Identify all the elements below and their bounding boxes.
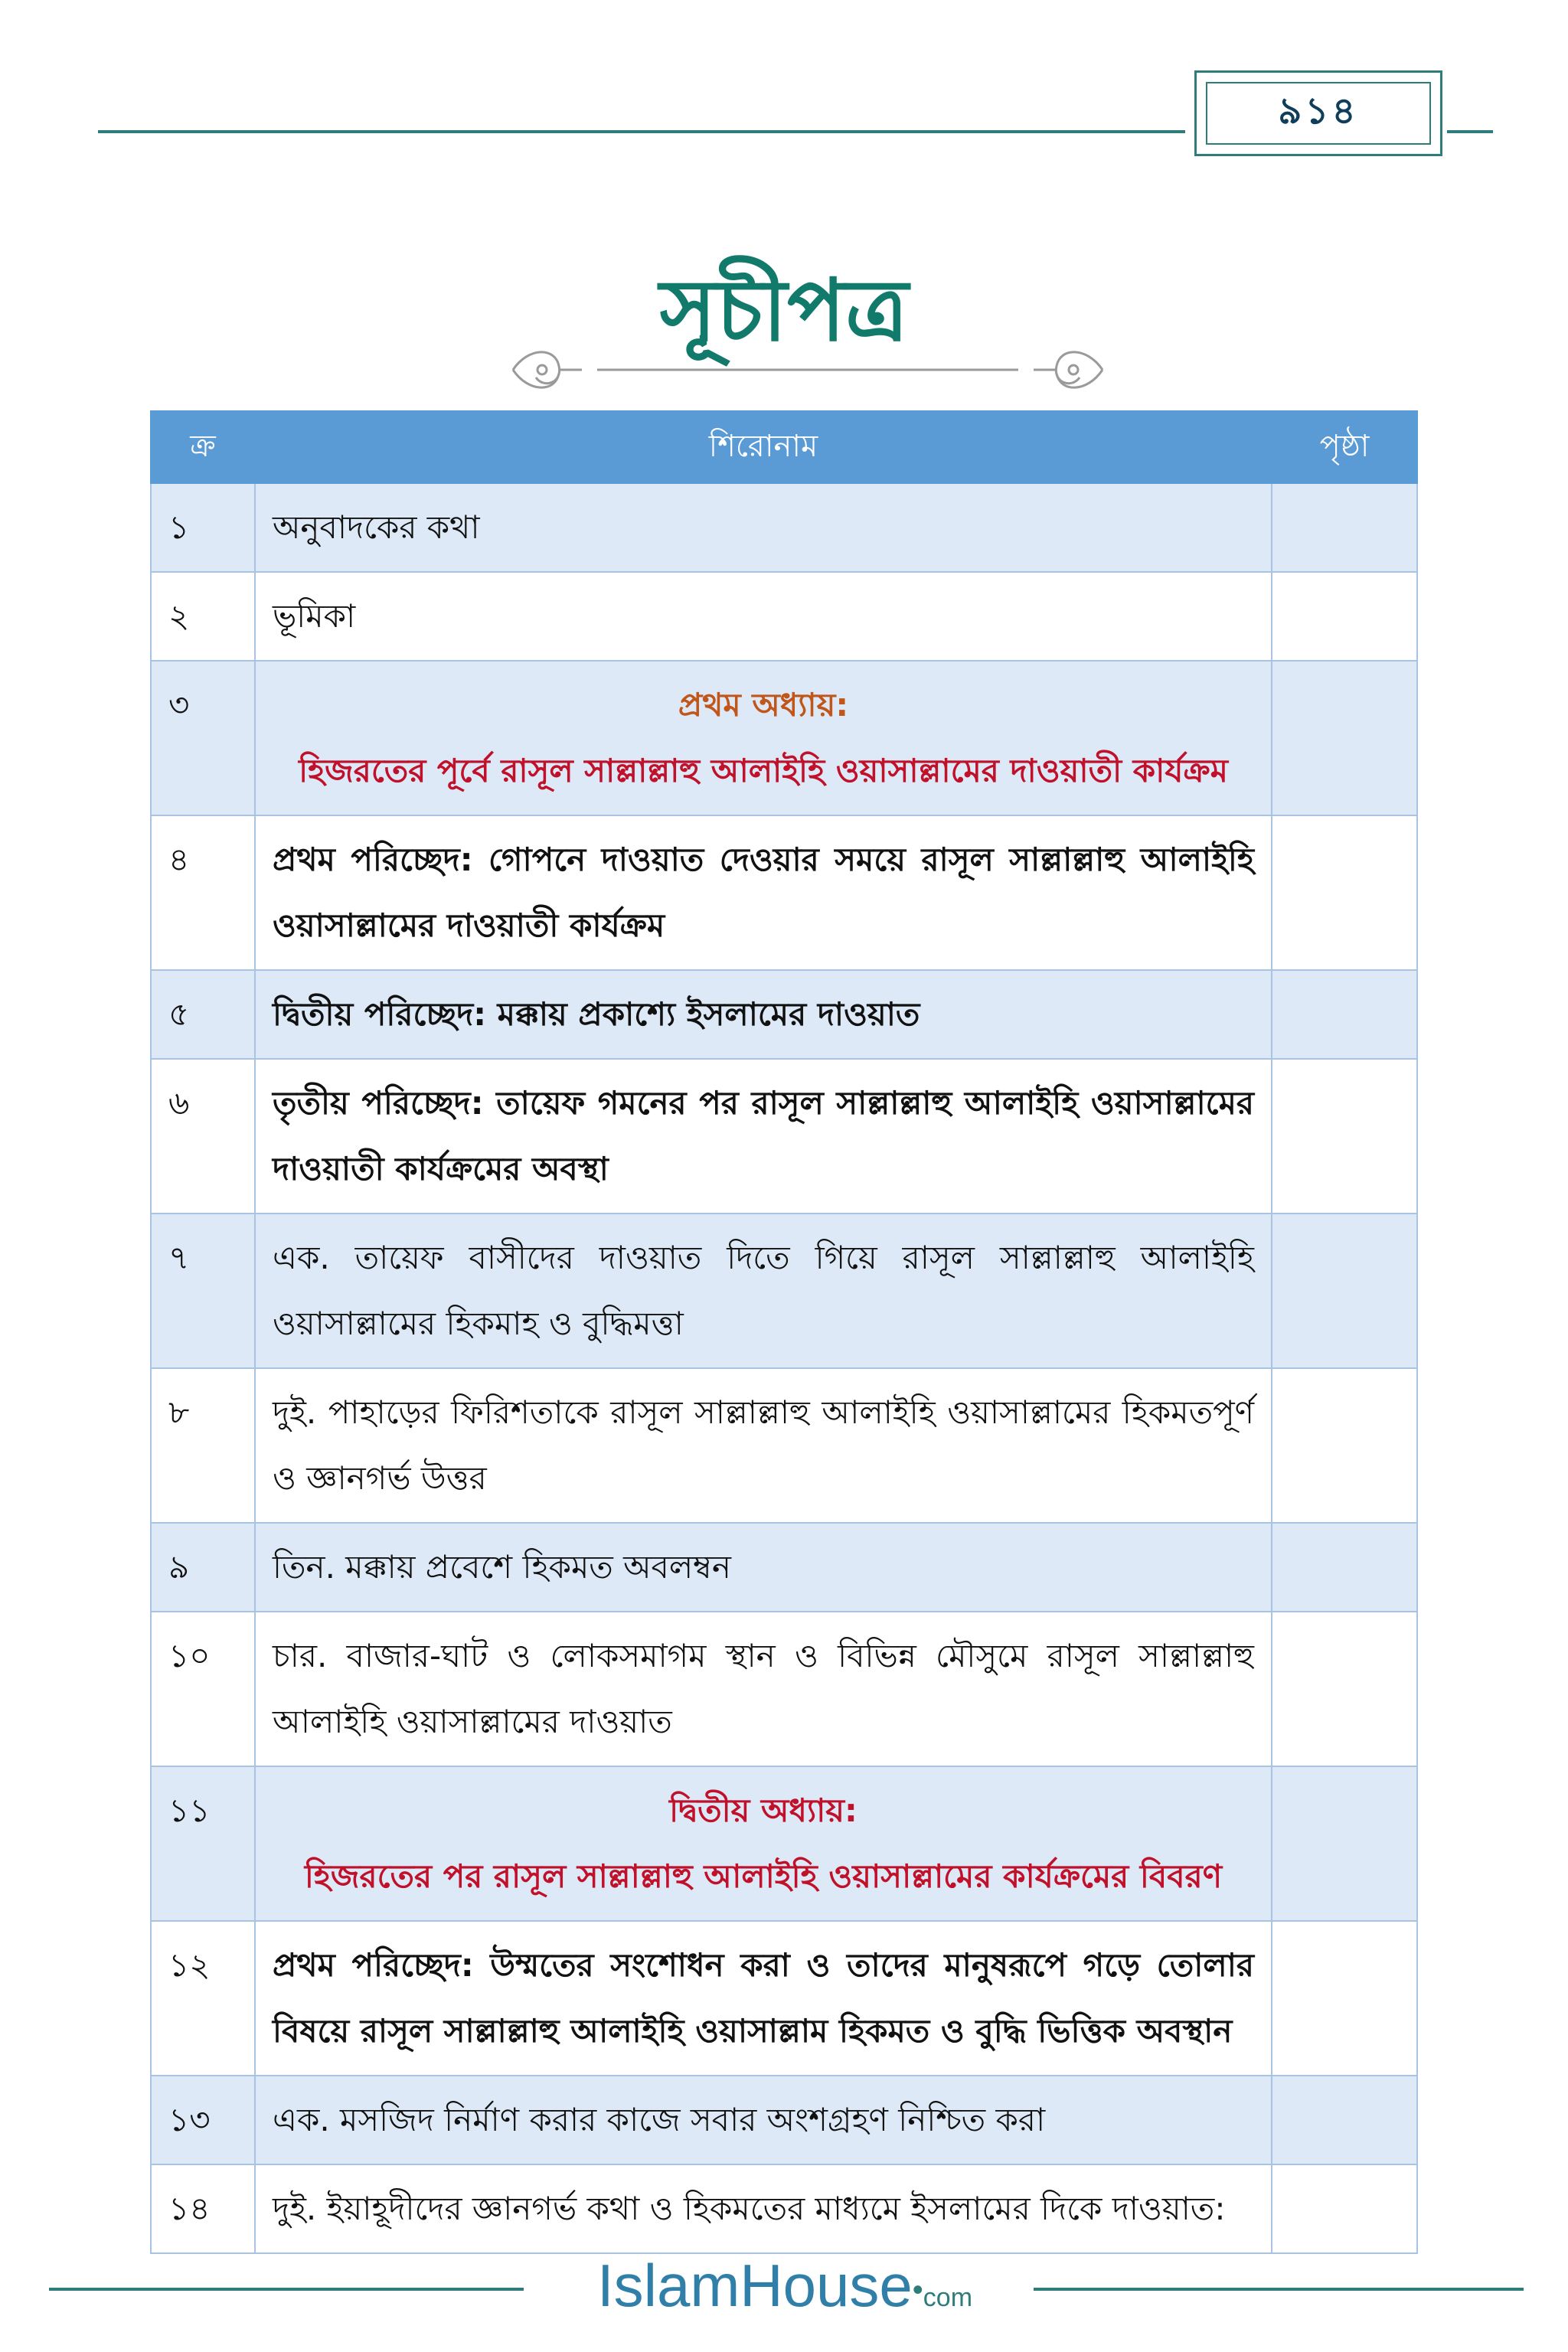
- table-row: [151, 1921, 1417, 2076]
- row-title: এক. তায়েফ বাসীদের দাওয়াত দিতে গিয়ে রাসূল সাল্লাল্লাহু আলাইহি ওয়াসাল্লামের হিকমাহ ও বুদ্ধিমত্তা: [255, 1214, 1272, 1368]
- row-page: [1272, 1523, 1417, 1612]
- chapter-heading: প্রথম অধ্যায়:: [678, 686, 849, 724]
- row-page: [1272, 572, 1417, 661]
- row-title: দুই. পাহাড়ের ফিরিশতাকে রাসূল সাল্লাল্লাহু আলাইহি ওয়াসাল্লামের হিকমতপূর্ণ ও জ্ঞানগর্ভ উত্তর: [255, 1368, 1272, 1523]
- row-page: [1272, 483, 1417, 572]
- brand-name: IslamHouse: [596, 2252, 913, 2319]
- header-rule: [98, 130, 1185, 133]
- page-number-box: [1194, 70, 1442, 156]
- row-number: ২: [151, 572, 255, 661]
- col-header-page: পৃষ্ঠা: [1272, 411, 1417, 483]
- row-page: [1272, 1921, 1417, 2076]
- row-page: [1272, 1368, 1417, 1523]
- table-row: [151, 1612, 1417, 1766]
- row-number: ৫: [151, 970, 255, 1059]
- row-page: [1272, 2076, 1417, 2164]
- row-number: ১: [151, 483, 255, 572]
- row-number: ১২: [151, 1921, 255, 2076]
- contents-table: [150, 410, 1418, 2254]
- table-row: [151, 1523, 1417, 1612]
- title-ornament: [482, 335, 1133, 404]
- table-row: [151, 2076, 1417, 2164]
- row-number: ৭: [151, 1214, 255, 1368]
- table-row: [151, 572, 1417, 661]
- row-title: [255, 661, 1272, 815]
- row-number: ৯: [151, 1523, 255, 1612]
- table-row-chapter: [151, 661, 1417, 815]
- table-row-chapter: [151, 1766, 1417, 1921]
- row-page: [1272, 815, 1417, 970]
- row-number: ১০: [151, 1612, 255, 1766]
- brand-dot: •: [912, 2272, 923, 2307]
- row-title: তিন. মক্কায় প্রবেশে হিকমত অবলম্বন: [255, 1523, 1272, 1612]
- table-row: [151, 1059, 1417, 1214]
- table-row: [151, 2164, 1417, 2253]
- row-number: ৬: [151, 1059, 255, 1214]
- table-row: [151, 1214, 1417, 1368]
- row-title: প্রথম পরিচ্ছেদ: উম্মতের সংশোধন করা ও তাদের মানুষরূপে গড়ে তোলার বিষয়ে রাসূল সাল্লাল্লাহু আলাইহি ওয়াসাল্লাম হিকমত ও বুদ্ধি ভিত্তিক অবস্থান: [255, 1921, 1272, 2076]
- table-row: [151, 483, 1417, 572]
- page-number: ৯১৪: [1206, 82, 1431, 145]
- row-title: তৃতীয় পরিচ্ছেদ: তায়েফ গমনের পর রাসূল সাল্লাল্লাহু আলাইহি ওয়াসাল্লামের দাওয়াতী কার্যক্রমের অবস্থা: [255, 1059, 1272, 1214]
- footer-brand: [536, 2251, 1034, 2321]
- row-title: দুই. ইয়াহূদীদের জ্ঞানগর্ভ কথা ও হিকমতের মাধ্যমে ইসলামের দিকে দাওয়াত:: [255, 2164, 1272, 2253]
- footer-rule-left: [49, 2288, 524, 2291]
- row-number: ৩: [151, 661, 255, 815]
- row-title: অনুবাদকের কথা: [255, 483, 1272, 572]
- row-title: দ্বিতীয় পরিচ্ছেদ: মক্কায় প্রকাশ্যে ইসলামের দাওয়াত: [255, 970, 1272, 1059]
- row-number: ৪: [151, 815, 255, 970]
- row-page: [1272, 661, 1417, 815]
- row-page: [1272, 2164, 1417, 2253]
- row-number: ১১: [151, 1766, 255, 1921]
- table-row: [151, 815, 1417, 970]
- row-page: [1272, 1214, 1417, 1368]
- row-title: প্রথম পরিচ্ছেদ: গোপনে দাওয়াত দেওয়ার সময়ে রাসূল সাল্লাল্লাহু আলাইহি ওয়াসাল্লামের দাওয়াতী কার্যক্রম: [255, 815, 1272, 970]
- row-title: এক. মসজিদ নির্মাণ করার কাজে সবার অংশগ্রহণ নিশ্চিত করা: [255, 2076, 1272, 2164]
- row-page: [1272, 970, 1417, 1059]
- table-row: [151, 970, 1417, 1059]
- row-page: [1272, 1059, 1417, 1214]
- chapter-heading: দ্বিতীয় অধ্যায়:: [669, 1792, 858, 1829]
- row-page: [1272, 1766, 1417, 1921]
- table-row: [151, 1368, 1417, 1523]
- brand-suffix: com: [923, 2283, 973, 2312]
- row-number: ১৪: [151, 2164, 255, 2253]
- footer-rule-right: [1034, 2288, 1524, 2291]
- row-number: ১৩: [151, 2076, 255, 2164]
- row-title: [255, 1766, 1272, 1921]
- page-title: সূচীপত্র: [659, 260, 909, 361]
- row-title: ভূমিকা: [255, 572, 1272, 661]
- chapter-title: হিজরতের পর রাসূল সাল্লাল্লাহু আলাইহি ওয়াসাল্লামের কার্যক্রমের বিবরণ: [304, 1857, 1223, 1895]
- header-rule-end: [1447, 130, 1493, 133]
- col-header-title: শিরোনাম: [255, 411, 1272, 483]
- chapter-title: হিজরতের পূর্বে রাসূল সাল্লাল্লাহু আলাইহি ওয়াসাল্লামের দাওয়াতী কার্যক্রম: [299, 752, 1228, 789]
- col-header-serial: ক্র: [151, 411, 255, 483]
- row-page: [1272, 1612, 1417, 1766]
- table-header-row: [151, 411, 1417, 483]
- row-title: চার. বাজার-ঘাট ও লোকসমাগম স্থান ও বিভিন্ন মৌসুমে রাসূল সাল্লাল্লাহু আলাইহি ওয়াসাল্লামের দাওয়াত: [255, 1612, 1272, 1766]
- row-number: ৮: [151, 1368, 255, 1523]
